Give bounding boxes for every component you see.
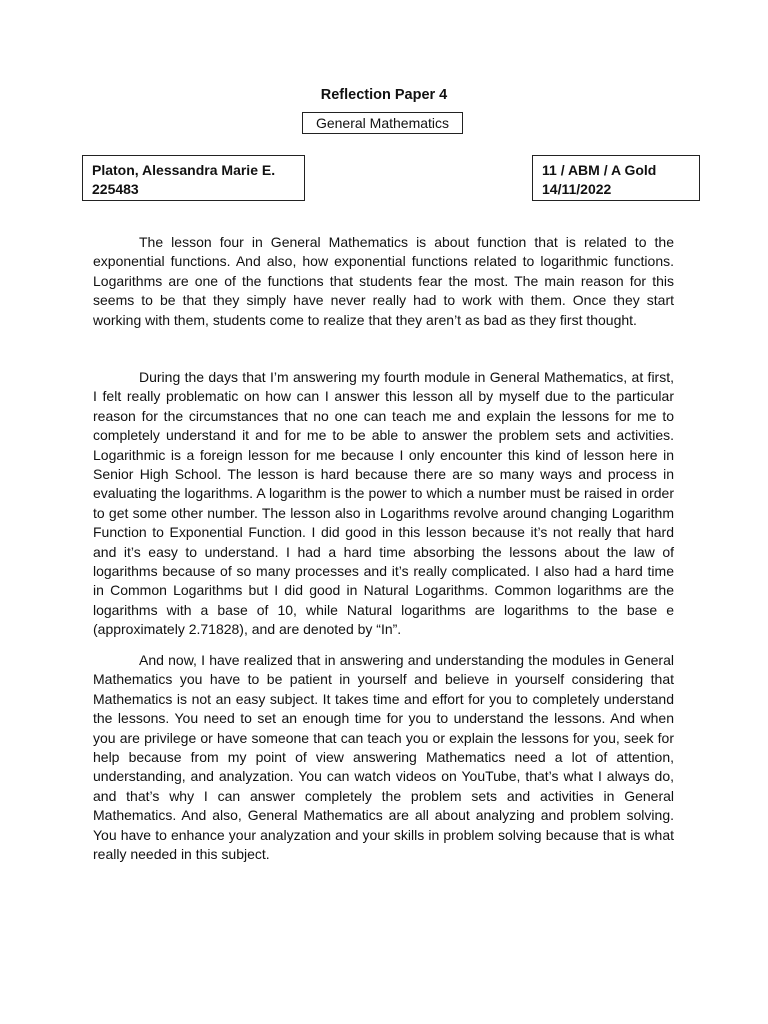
paragraph-text: And now, I have realized that in answering and understanding the modules in General Mathematics you have to be patient in yourself and believe in yourself considering that Mathematics is not an easy subject. It takes time and effort for you to completely understand the lessons. You need to set an enough time for you to understand the lessons. And when you are privilege or have someone that can teach you or explain the lessons for you, seek for help because from my point of view answering Mathematics need a lot of attention, understanding, and analyzation. You can watch videos on YouTube, that’s what I always do, and that’s why I can answer completely the problem sets and activities in General Mathematics. And also, General Mathematics are all about analyzing and problem solving. You have to enhance your analyzation and your skills in problem solving because that is what really needed in this subject. xyxy=(93,652,674,863)
subject-label: General Mathematics xyxy=(315,115,450,131)
body-paragraph-3 xyxy=(93,651,674,864)
document-title: Reflection Paper 4 xyxy=(320,87,448,103)
submission-date: 14/11/2022 xyxy=(542,181,612,197)
section-info-box xyxy=(532,155,700,201)
paragraph-text: The lesson four in General Mathematics is about function that is related to the exponential functions. And also, how exponential functions related to logarithmic functions. Logarithms are one of the functions that students fear the most. The main reason for this seems to be that they simply have never really had to work with them. Once they start working with them, students come to realize that they aren’t as bad as they first thought. xyxy=(93,234,674,328)
subject-box xyxy=(302,112,463,134)
paragraph-text: During the days that I’m answering my fourth module in General Mathematics, at first, I felt really problematic on how can I answer this lesson all by myself due to the particular reason for the circumstances that no one can teach me and explain the lessons for me to completely understand it and for me to be able to answer the problem sets and activities. Logarithmic is a foreign lesson for me because I only encounter this kind of lesson here in Senior High School. The lesson is hard because there are so many ways and process in evaluating the logarithms. A logarithm is the power to which a number must be raised in order to get some other number. The lesson also in Logarithms revolve around changing Logarithm Function to Exponential Function. I did good in this lesson because it’s not really that hard and it’s easy to understand. I had a hard time absorbing the lessons about the law of logarithms because of so many processes and it’s really complicated. I also had a hard time in Common Logarithms but I did good in Natural Logarithms. Common logarithms are the logarithms with a base of 10, while Natural logarithms are logarithms to the base e (approximately 2.71828), and are denoted by “In”. xyxy=(93,369,674,638)
body-paragraph-1 xyxy=(93,233,674,330)
student-name: Platon, Alessandra Marie E. xyxy=(92,162,276,178)
student-id: 225483 xyxy=(92,181,139,197)
class-section: 11 / ABM / A Gold xyxy=(542,162,657,178)
student-info-box xyxy=(82,155,305,201)
body-paragraph-2 xyxy=(93,368,674,640)
